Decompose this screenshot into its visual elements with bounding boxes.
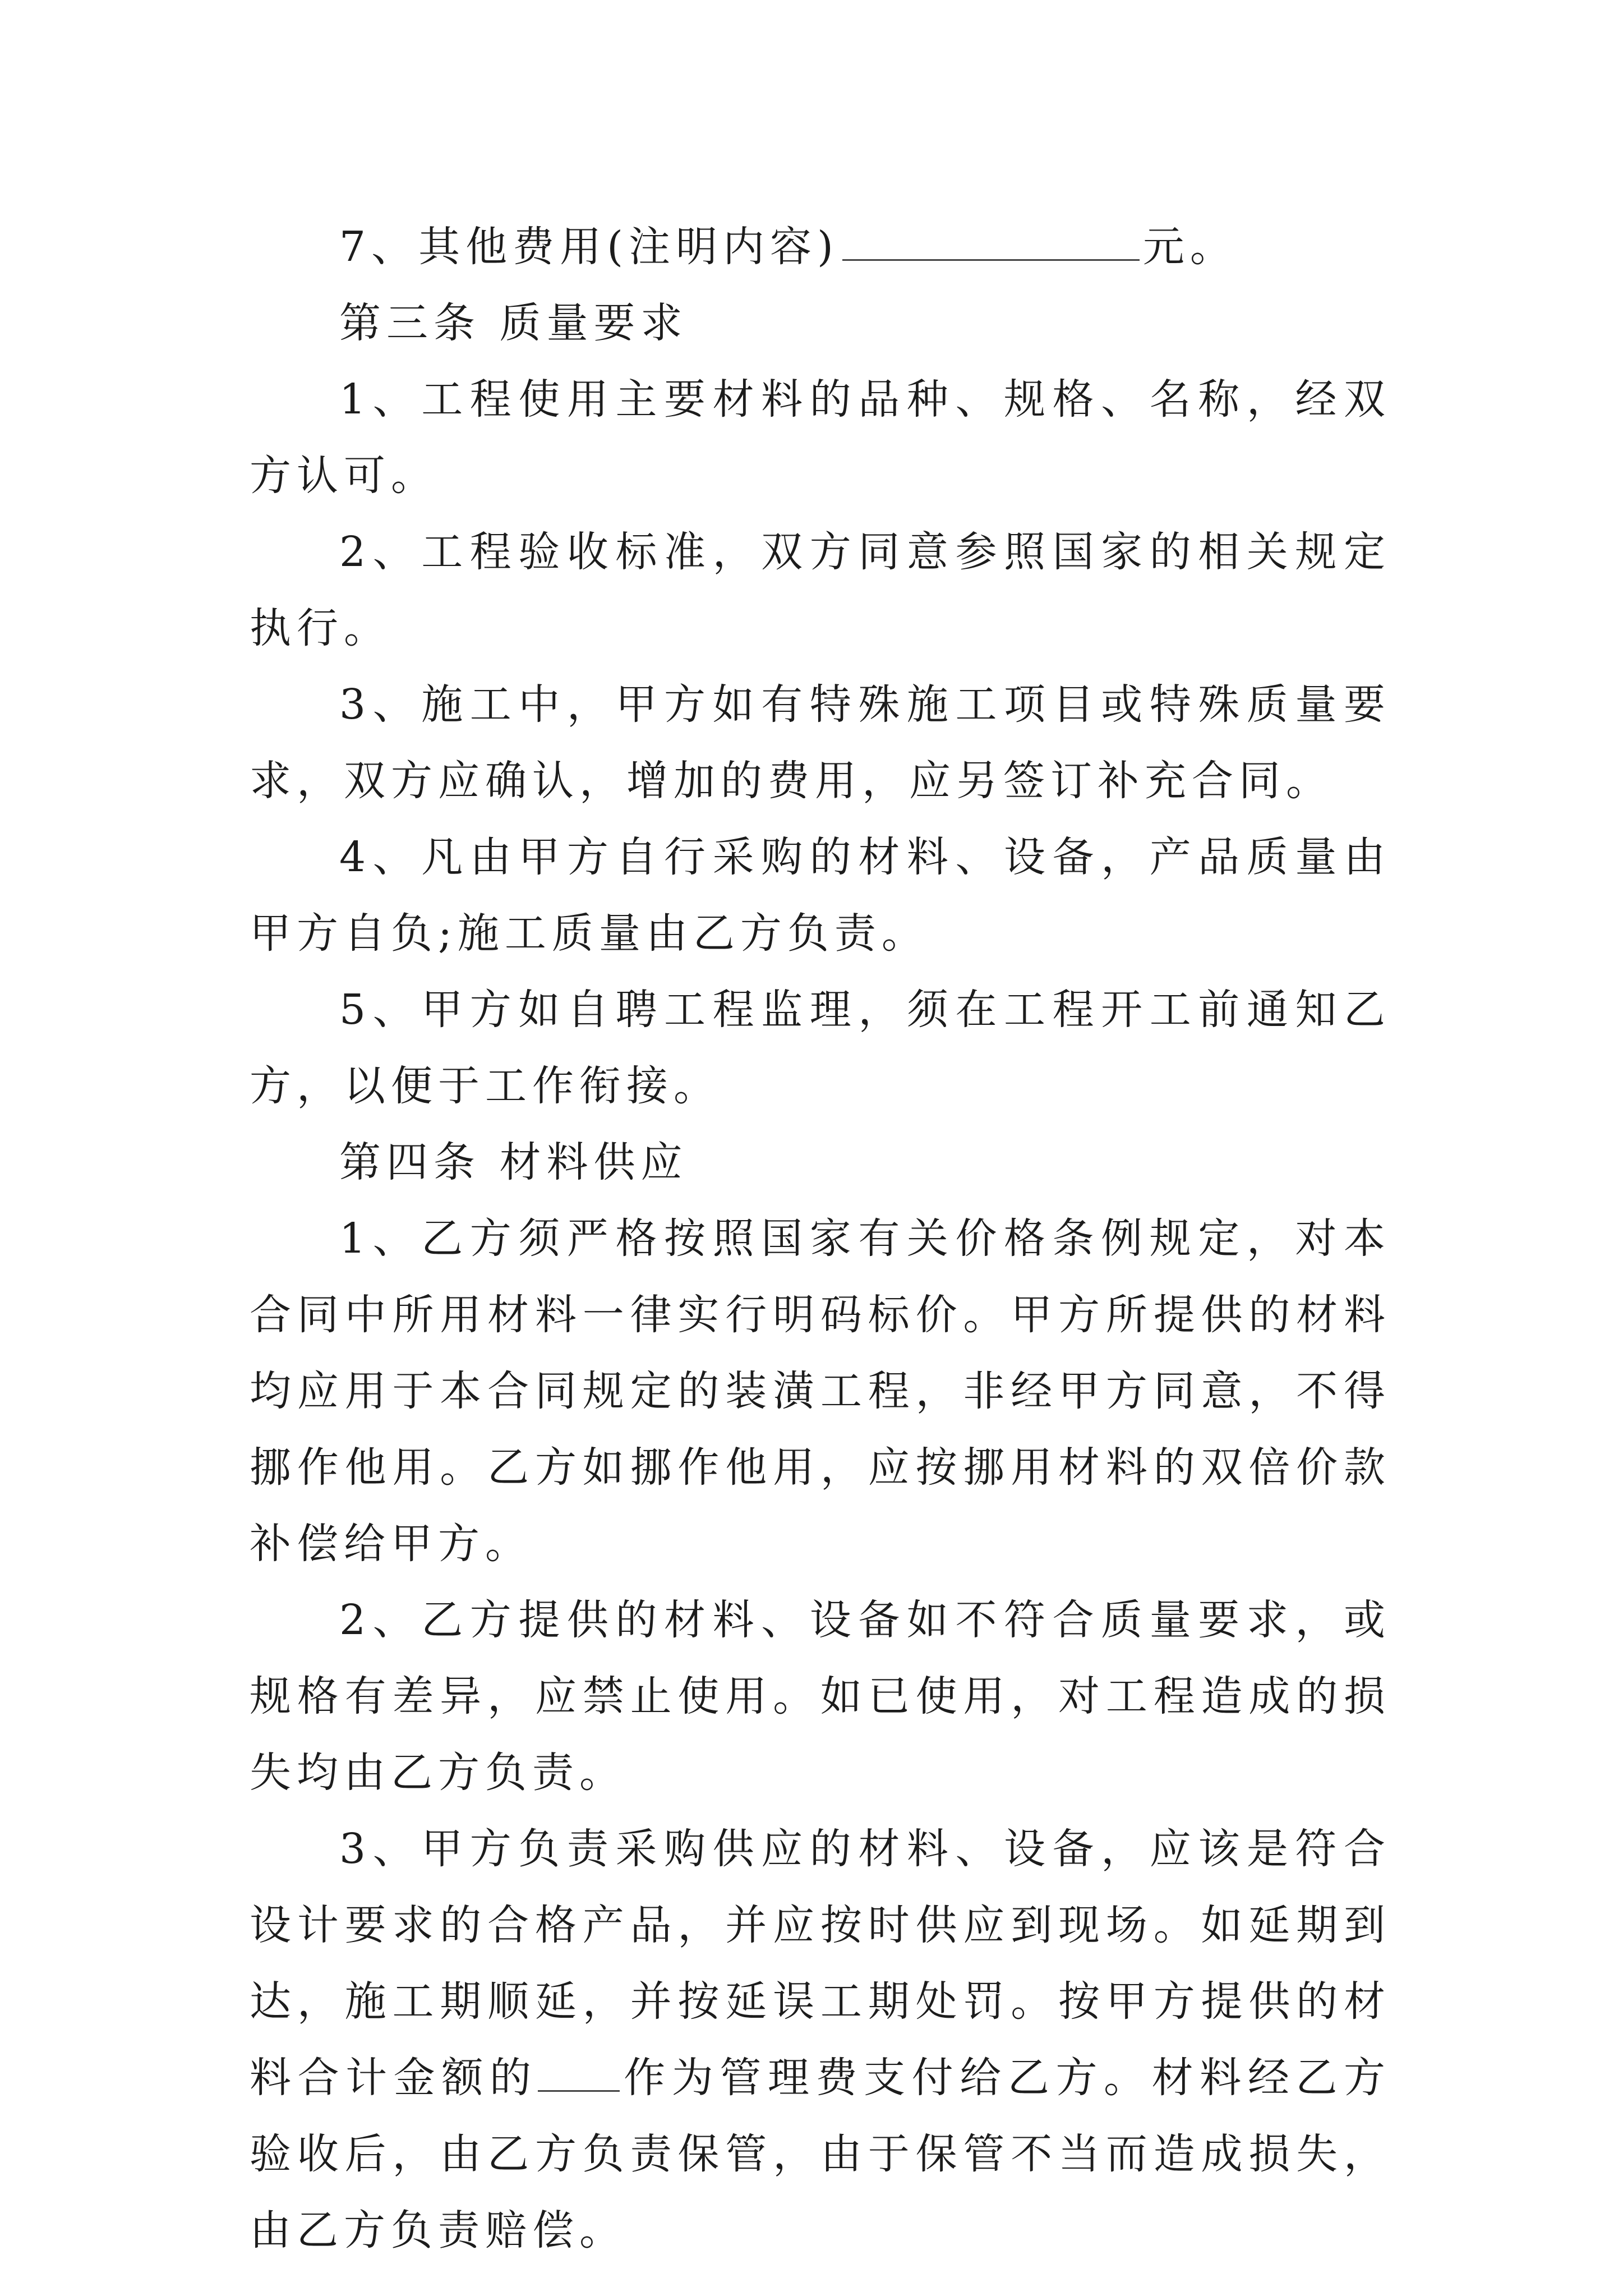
other-fees-clause	[250, 209, 1391, 285]
quality-item-4: 4、凡由甲方自行采购的材料、设备，产品质量由甲方自负;施工质量由乙方负责。	[250, 833, 1391, 958]
quality-item-5: 5、甲方如自聘工程监理，须在工程开工前通知乙方，以便于工作衔接。	[250, 986, 1391, 1110]
article-3-heading: 第三条 质量要求	[339, 299, 688, 347]
quality-item-2: 2、工程验收标准，双方同意参照国家的相关规定执行。	[250, 528, 1391, 652]
other-fees-text: 7、其他费用(注明内容)	[339, 223, 839, 271]
article-4-heading: 第四条 材料供应	[339, 1138, 688, 1186]
quality-item-1: 1、工程使用主要材料的品种、规格、名称，经双方认可。	[250, 375, 1391, 500]
material-item-2: 2、乙方提供的材料、设备如不符合质量要求，或规格有差异，应禁止使用。如已使用，对工程造成的损失均由乙方负责。	[250, 1596, 1391, 1797]
material-item-3	[250, 1811, 1391, 2269]
material-item-3-text-a: 3、甲方负责采购供应的材料、设备，应该是符合设计要求的合格产品，并应按时供应到现场。如延期到达，施工期顺延，并按延误工期处罚。按甲方提供的材料合计金额的	[250, 1825, 1391, 2102]
document-body	[250, 209, 1391, 2269]
quality-item-3: 3、施工中，甲方如有特殊施工项目或特殊质量要求，双方应确认，增加的费用，应另签订补充合同。	[250, 680, 1391, 805]
other-fees-unit: 元。	[1142, 223, 1237, 271]
material-item-3-text-b: 作为管理费支付给乙方。材料经乙方验收后，由乙方负责保管，由于保管不当而造成损失，由乙方负责赔偿。	[250, 2054, 1391, 2254]
material-item-1: 1、乙方须严格按照国家有关价格条例规定，对本合同中所用材料一律实行明码标价。甲方所提供的材料均应用于本合同规定的装潢工程，非经甲方同意，不得挪作他用。乙方如挪作他用，应按挪用材料的双倍价款补偿给甲方。	[250, 1214, 1391, 1568]
management-fee-blank	[538, 2056, 620, 2092]
other-fees-blank	[842, 226, 1140, 261]
